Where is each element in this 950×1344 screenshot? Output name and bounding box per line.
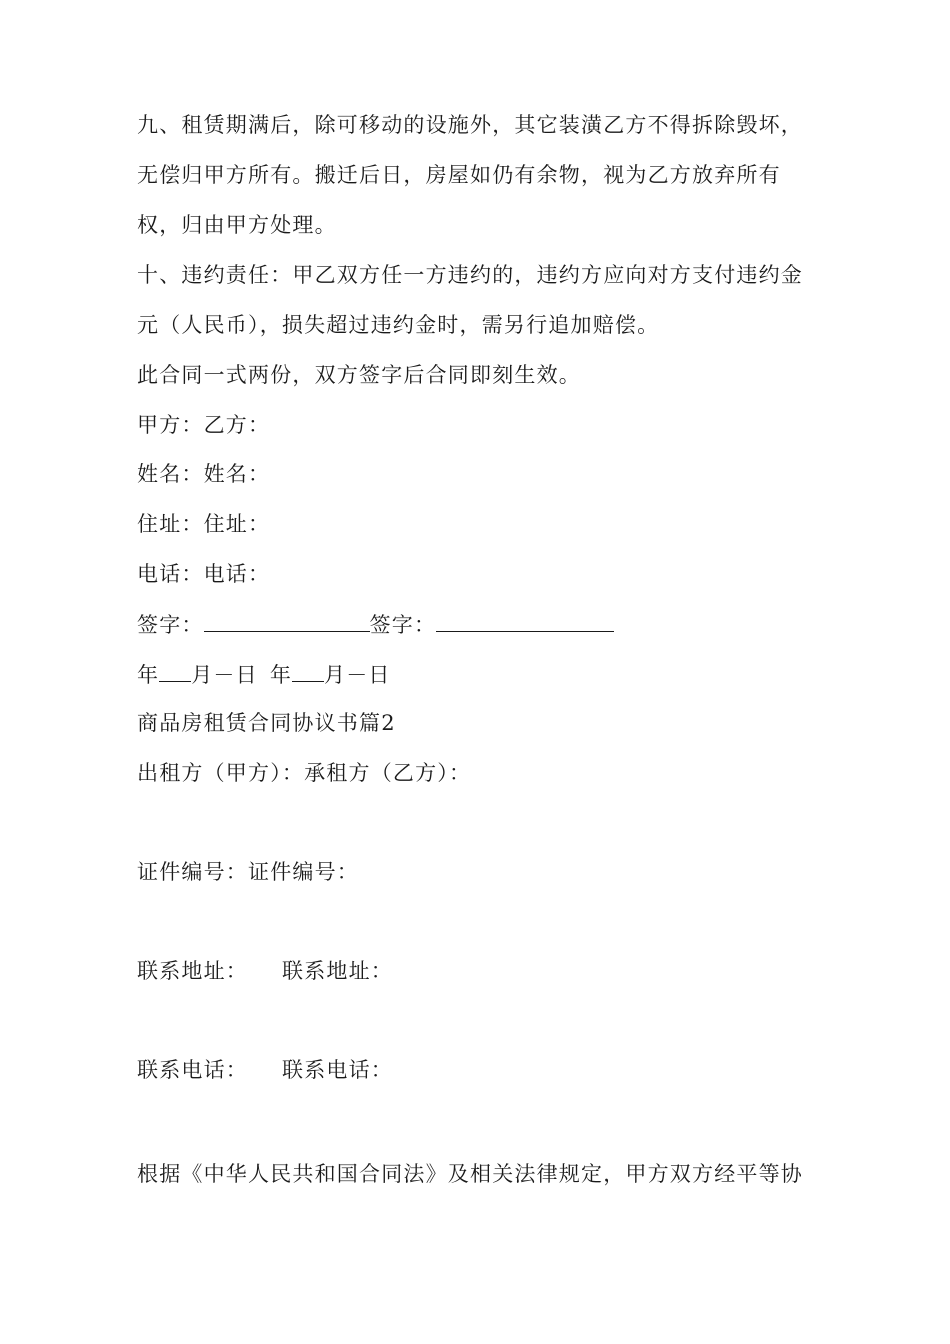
clause-9-line-2: 无偿归甲方所有。搬迁后日，房屋如仍有余物，视为乙方放弃所有 — [137, 163, 781, 187]
contact-phone-a: 联系电话： — [137, 1058, 248, 1082]
clause-9-line-1: 九、租赁期满后，除可移动的设施外，其它装潢乙方不得拆除毁坏， — [137, 113, 803, 137]
date-year-b: 年 — [269, 663, 293, 687]
signature-label-a: 签字： — [137, 613, 204, 637]
clause-9-line-3: 权，归由甲方处理。 — [137, 213, 337, 237]
date-blank-b — [292, 661, 324, 682]
address-line: 住址：住址： — [137, 512, 271, 536]
signature-blank-a — [204, 611, 370, 632]
clause-10-line-1: 十、违约责任：甲乙双方任一方违约的，违约方应向对方支付违约金 — [137, 263, 803, 287]
contact-phone-b: 联系电话： — [282, 1058, 393, 1082]
contact-phone-line — [137, 1057, 393, 1083]
date-line — [137, 661, 391, 688]
parties-line: 甲方：乙方： — [137, 413, 271, 437]
lessor-lessee-line: 出租方（甲方）：承租方（乙方）： — [137, 761, 472, 785]
name-line: 姓名：姓名： — [137, 462, 271, 486]
contact-address-line — [137, 958, 393, 984]
signature-label-b: 签字： — [369, 613, 437, 637]
contact-address-b: 联系地址： — [282, 959, 393, 983]
section-title: 商品房租赁合同协议书篇2 — [137, 711, 396, 735]
signature-line — [137, 611, 614, 638]
contact-address-a: 联系地址： — [137, 959, 248, 983]
effect-statement: 此合同一式两份，双方签字后合同即刻生效。 — [137, 363, 581, 387]
date-year-a: 年 — [137, 663, 160, 687]
date-month-day-a: 月－日 — [191, 663, 258, 687]
id-number-line: 证件编号：证件编号： — [137, 860, 359, 884]
date-month-day-b: 月－日 — [324, 663, 391, 687]
phone-line: 电话：电话： — [137, 562, 271, 586]
signature-blank-b — [436, 611, 614, 632]
clause-10-line-2: 元（人民币），损失超过违约金时，需另行追加赔偿。 — [137, 313, 660, 337]
date-blank-a — [159, 661, 191, 682]
legal-basis-line: 根据《中华人民共和国合同法》及相关法律规定，甲方双方经平等协 — [137, 1162, 803, 1186]
